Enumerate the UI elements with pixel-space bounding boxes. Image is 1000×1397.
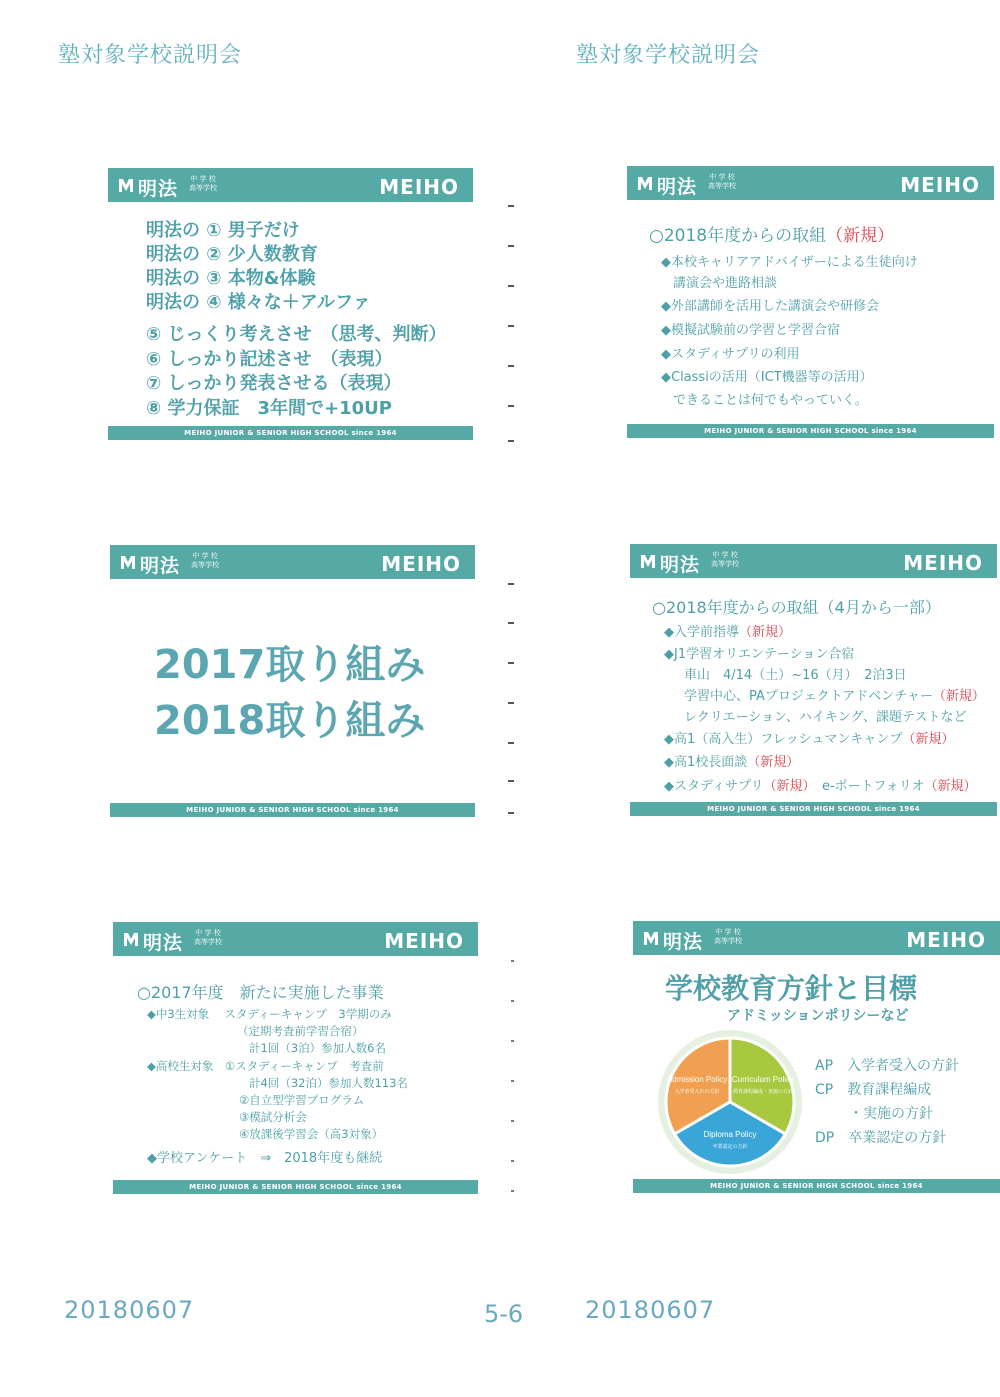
brand-name: MEIHO [903, 551, 983, 575]
slide-body [108, 202, 473, 426]
pie-label-diploma: Diploma Policy [703, 1130, 757, 1139]
slide-subtitle: アドミッションポリシーなど [727, 1008, 909, 1024]
page-header-right: 塾対象学校説明会 [576, 43, 761, 68]
page-header-left: 塾対象学校説明会 [58, 43, 243, 68]
logo-name: 明法 [143, 932, 184, 954]
slide-header-bar [108, 168, 473, 202]
date-right: 20180607 [585, 1296, 716, 1324]
slide-footer: MEIHO JUNIOR & SENIOR HIGH SCHOOL since 1964 [633, 1179, 1000, 1193]
slide-line: 講演会や進路相談 [673, 276, 778, 291]
legend-item-cp: CP 教育課程編成 [815, 1082, 932, 1098]
slide-line: 明法の ④ 様々な＋アルファ [146, 292, 371, 313]
slide-line: ◆学校アンケート ⇒ 2018年度も継続 [147, 1151, 383, 1166]
slide-heading: ○2018年度からの取組（4月から一部） [652, 598, 941, 617]
slide-footer: MEIHO JUNIOR & SENIOR HIGH SCHOOL since 1964 [110, 803, 475, 817]
slide-line: 明法の ① 男子だけ [146, 220, 300, 241]
slide-line: ◆高1校長面談（新規） [664, 755, 800, 770]
slide-line: ◆入学前指導（新規） [664, 625, 792, 640]
slide-line: レクリエーション、ハイキング、課題テストなど [684, 710, 967, 725]
logo-sub: 中 学 校 高等学校 [708, 173, 736, 190]
slide-header-bar [110, 545, 475, 579]
slide-line: 車山 4/14（土）~16（月） 2泊3日 [684, 668, 907, 683]
legend-item-ap: AP 入学者受入の方針 [815, 1058, 960, 1074]
meiho-logo-icon [640, 553, 656, 569]
logo-sub: 中 学 校 高等学校 [714, 928, 742, 945]
slide-line: ◆模擬試験前の学習と学習合宿 [661, 323, 840, 338]
slide-line: （定期考査前学習合宿） [237, 1024, 364, 1038]
slide-line: ⑥ しっかり記述させ （表現） [146, 349, 393, 370]
slide-line: ⑧ 学力保証 3年間で+10UP [146, 398, 392, 419]
slide-line: 明法の ③ 本物&体験 [146, 268, 316, 289]
logo-name: 明法 [660, 554, 701, 576]
brand-name: MEIHO [381, 552, 461, 576]
slide-heading: ○2017年度 新たに実施した事業 [137, 983, 384, 1002]
brand-name: MEIHO [384, 929, 464, 953]
slide-heading: ○2018年度からの取組（新規） [649, 226, 895, 246]
logo-name: 明法 [138, 178, 179, 200]
slide-line: ◆高1（高入生）フレッシュマンキャンプ（新規） [664, 732, 955, 747]
slide-5 [113, 922, 478, 1194]
meiho-logo-icon [643, 930, 659, 946]
slide-header-bar [627, 166, 994, 200]
pie-sublabel-admission: 入学者受入れの方針 [674, 1089, 720, 1095]
logo-sub: 中 学 校 高等学校 [191, 552, 219, 569]
slide-footer: MEIHO JUNIOR & SENIOR HIGH SCHOOL since 1964 [627, 424, 994, 438]
slide-line: できることは何でもやっていく。 [673, 393, 868, 408]
slide-line: 学習中心、PAプロジェクトアドベンチャー（新規） [684, 689, 985, 704]
logo-sub: 中 学 校 高等学校 [189, 175, 217, 192]
slide-line: ④放課後学習会（高3対象） [239, 1127, 384, 1141]
brand-name: MEIHO [906, 928, 986, 952]
logo-name: 明法 [657, 176, 698, 198]
slide-body [633, 955, 1000, 1179]
meiho-logo-icon [123, 931, 139, 947]
meiho-logo-icon [118, 177, 134, 193]
legend-item-cp-cont: ・実施の方針 [849, 1106, 933, 1122]
page-number: 5-6 [484, 1300, 524, 1328]
slide-line: ⑤ じっくり考えさせ （思考、判断） [146, 324, 447, 345]
slide-line: ②自立型学習プログラム [239, 1093, 365, 1107]
slide-3 [110, 545, 475, 817]
slide-4 [630, 544, 997, 816]
slide-line: ◆高校生対象 ①スタディーキャンプ 考査前 [147, 1059, 384, 1073]
slide-line: ◆中3生対象 スタディーキャンプ 3学期のみ [147, 1007, 392, 1021]
slide-line: ⑦ しっかり発表させる（表現） [146, 373, 402, 394]
logo-name: 明法 [663, 931, 704, 953]
policy-pie-chart [655, 1027, 805, 1177]
slide-title: 学校教育方針と目標 [665, 972, 918, 1005]
slide-big-text: 2018取り組み [154, 698, 426, 744]
slide-line: ◆スタディサプリ（新規） e-ポートフォリオ（新規） [664, 779, 977, 794]
slide-big-text: 2017取り組み [154, 642, 426, 688]
slide-header-bar [630, 544, 997, 578]
legend-item-dp: DP 卒業認定の方針 [815, 1130, 947, 1146]
slide-line: ◆本校キャリアアドバイザーによる生徒向け [661, 255, 918, 270]
pie-sublabel-diploma: 卒業認定の方針 [712, 1144, 748, 1150]
pie-sublabel-curriculum: 教育課程編成・実施の方針 [732, 1089, 794, 1095]
meiho-logo-icon [637, 175, 653, 191]
slide-2 [627, 166, 994, 438]
slide-header-bar [633, 921, 1000, 955]
slide-header-bar [113, 922, 478, 956]
slide-footer: MEIHO JUNIOR & SENIOR HIGH SCHOOL since 1964 [630, 802, 997, 816]
slide-1 [108, 168, 473, 440]
slide-footer: MEIHO JUNIOR & SENIOR HIGH SCHOOL since 1964 [113, 1180, 478, 1194]
slide-line: ◆J1学習オリエンテーション合宿 [664, 647, 855, 662]
logo-name: 明法 [140, 555, 181, 577]
pie-label-admission: Admission Policy [666, 1075, 728, 1084]
slide-line: ◆Classiの活用（ICT機器等の活用） [661, 370, 873, 385]
slide-6 [633, 921, 1000, 1193]
slide-body [113, 956, 478, 1180]
brand-name: MEIHO [900, 173, 980, 197]
brand-name: MEIHO [379, 175, 459, 199]
meiho-logo-icon [120, 554, 136, 570]
slide-footer: MEIHO JUNIOR & SENIOR HIGH SCHOOL since 1964 [108, 426, 473, 440]
slide-line: ◆スタディサプリの利用 [661, 347, 800, 362]
logo-sub: 中 学 校 高等学校 [194, 929, 222, 946]
slide-line: ③模試分析会 [239, 1110, 307, 1124]
slide-line: 計1回（3泊）参加人数6名 [249, 1041, 386, 1055]
slide-line: 明法の ② 少人数教育 [146, 244, 318, 265]
slide-body [110, 579, 475, 803]
logo-sub: 中 学 校 高等学校 [711, 551, 739, 568]
pie-label-curriculum: Curriculum Policy [731, 1075, 795, 1084]
slide-body [627, 200, 994, 424]
slide-body [630, 578, 997, 802]
slide-line: ◆外部講師を活用した講演会や研修会 [661, 299, 879, 314]
date-left: 20180607 [64, 1296, 195, 1324]
slide-line: 計4回（32泊）参加人数113名 [249, 1076, 408, 1090]
